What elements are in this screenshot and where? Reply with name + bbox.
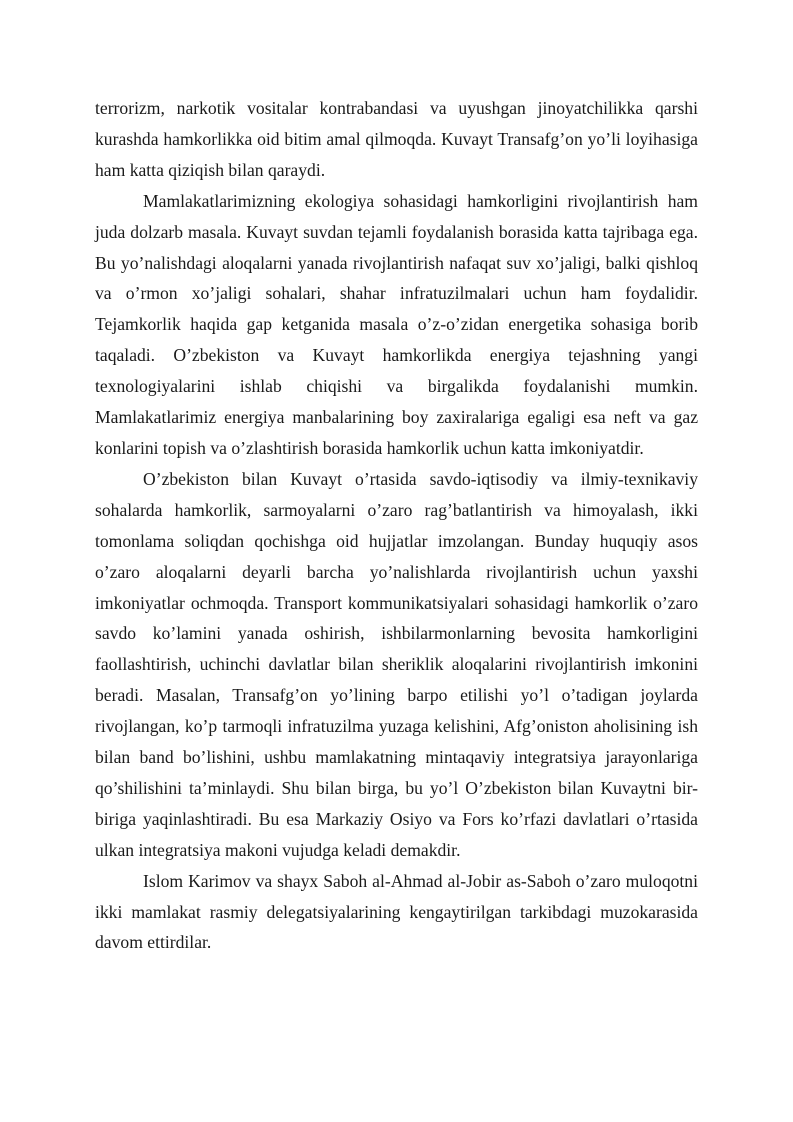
paragraph-cooperation: O’zbekiston bilan Kuvayt o’rtasida savdo-iqtisodiy va ilmiy-texnikaviy sohalarda hamkorlik, sarmoyalarni o’zaro rag’batlantirish va himoyalash, ikki tomonlama soliqdan qochishga oid hujjatlar imzolangan. Bunday huquqiy asos o’zaro aloqalarni deyarli barcha yo’nalishlarda rivojlantirish uchun yaxshi imkoniyatlar ochmoqda. Transport kommunikatsiyalari sohasidagi hamkorlik o’zaro savdo ko’lamini yanada oshirish, ishbilarmonlarning bevosita hamkorligini faollashtirish, uchinchi davlatlar bilan sheriklik aloqalarini rivojlantirish imkonini beradi. Masalan, Transafg’on yo’lining barpo etilishi yo’l o’tadigan joylarda rivojlangan, ko’p tarmoqli infratuzilma yuzaga kelishini, Afg’oniston aholisining ish bilan band bo’lishini, ushbu mamlakatning mintaqaviy integratsiya jarayonlariga qo’shilishini ta’minlaydi. Shu bilan birga, bu yo’l O’zbekiston bilan Kuvaytni bir-biriga yaqinlashtiradi. Bu esa Markaziy Osiyo va Fors ko’rfazi davlatlari o’rtasida ulkan integratsiya makoni vujudga keladi demakdir.	[95, 468, 698, 860]
document-body	[95, 93, 698, 958]
paragraph-ecology: Mamlakatlarimizning ekologiya sohasidagi hamkorligini rivojlantirish ham juda dolzarb masala. Kuvayt suvdan tejamli foydalanish borasida katta tajribaga ega. Bu yo’nalishdagi aloqalarni yanada rivojlantirish nafaqat suv xo’jaligi, balki qishloq va o’rmon xo’jaligi sohalari, shahar infratuzilmalari uchun ham foydalidir. Tejamkorlik haqida gap ketganida masala o’z-o’zidan energetika sohasiga borib taqaladi. O’zbekiston va Kuvayt hamkorlikda energiya tejashning yangi texnologiyalarini ishlab chiqishi va birgalikda foydalanishi mumkin. Mamlakatlarimiz energiya manbalarining boy zaxiralariga egaligi esa neft va gaz konlarini topish va o’zlashtirish borasida hamkorlik uchun katta imkoniyatdir.	[95, 190, 698, 458]
paragraph-continuation: terrorizm, narkotik vositalar kontrabandasi va uyushgan jinoyatchilikka qarshi kurashda hamkorlikka oid bitim amal qilmoqda. Kuvayt Transafg’on yo’li loyihasiga ham katta qiziqish bilan qaraydi.	[95, 98, 698, 180]
paragraph-negotiations: Islom Karimov va shayx Saboh al-Ahmad al-Jobir as-Saboh o’zaro muloqotni ikki mamlakat rasmiy delegatsiyalarining kengaytirilgan tarkibdagi muzokarasida davom ettirdilar.	[95, 870, 698, 953]
